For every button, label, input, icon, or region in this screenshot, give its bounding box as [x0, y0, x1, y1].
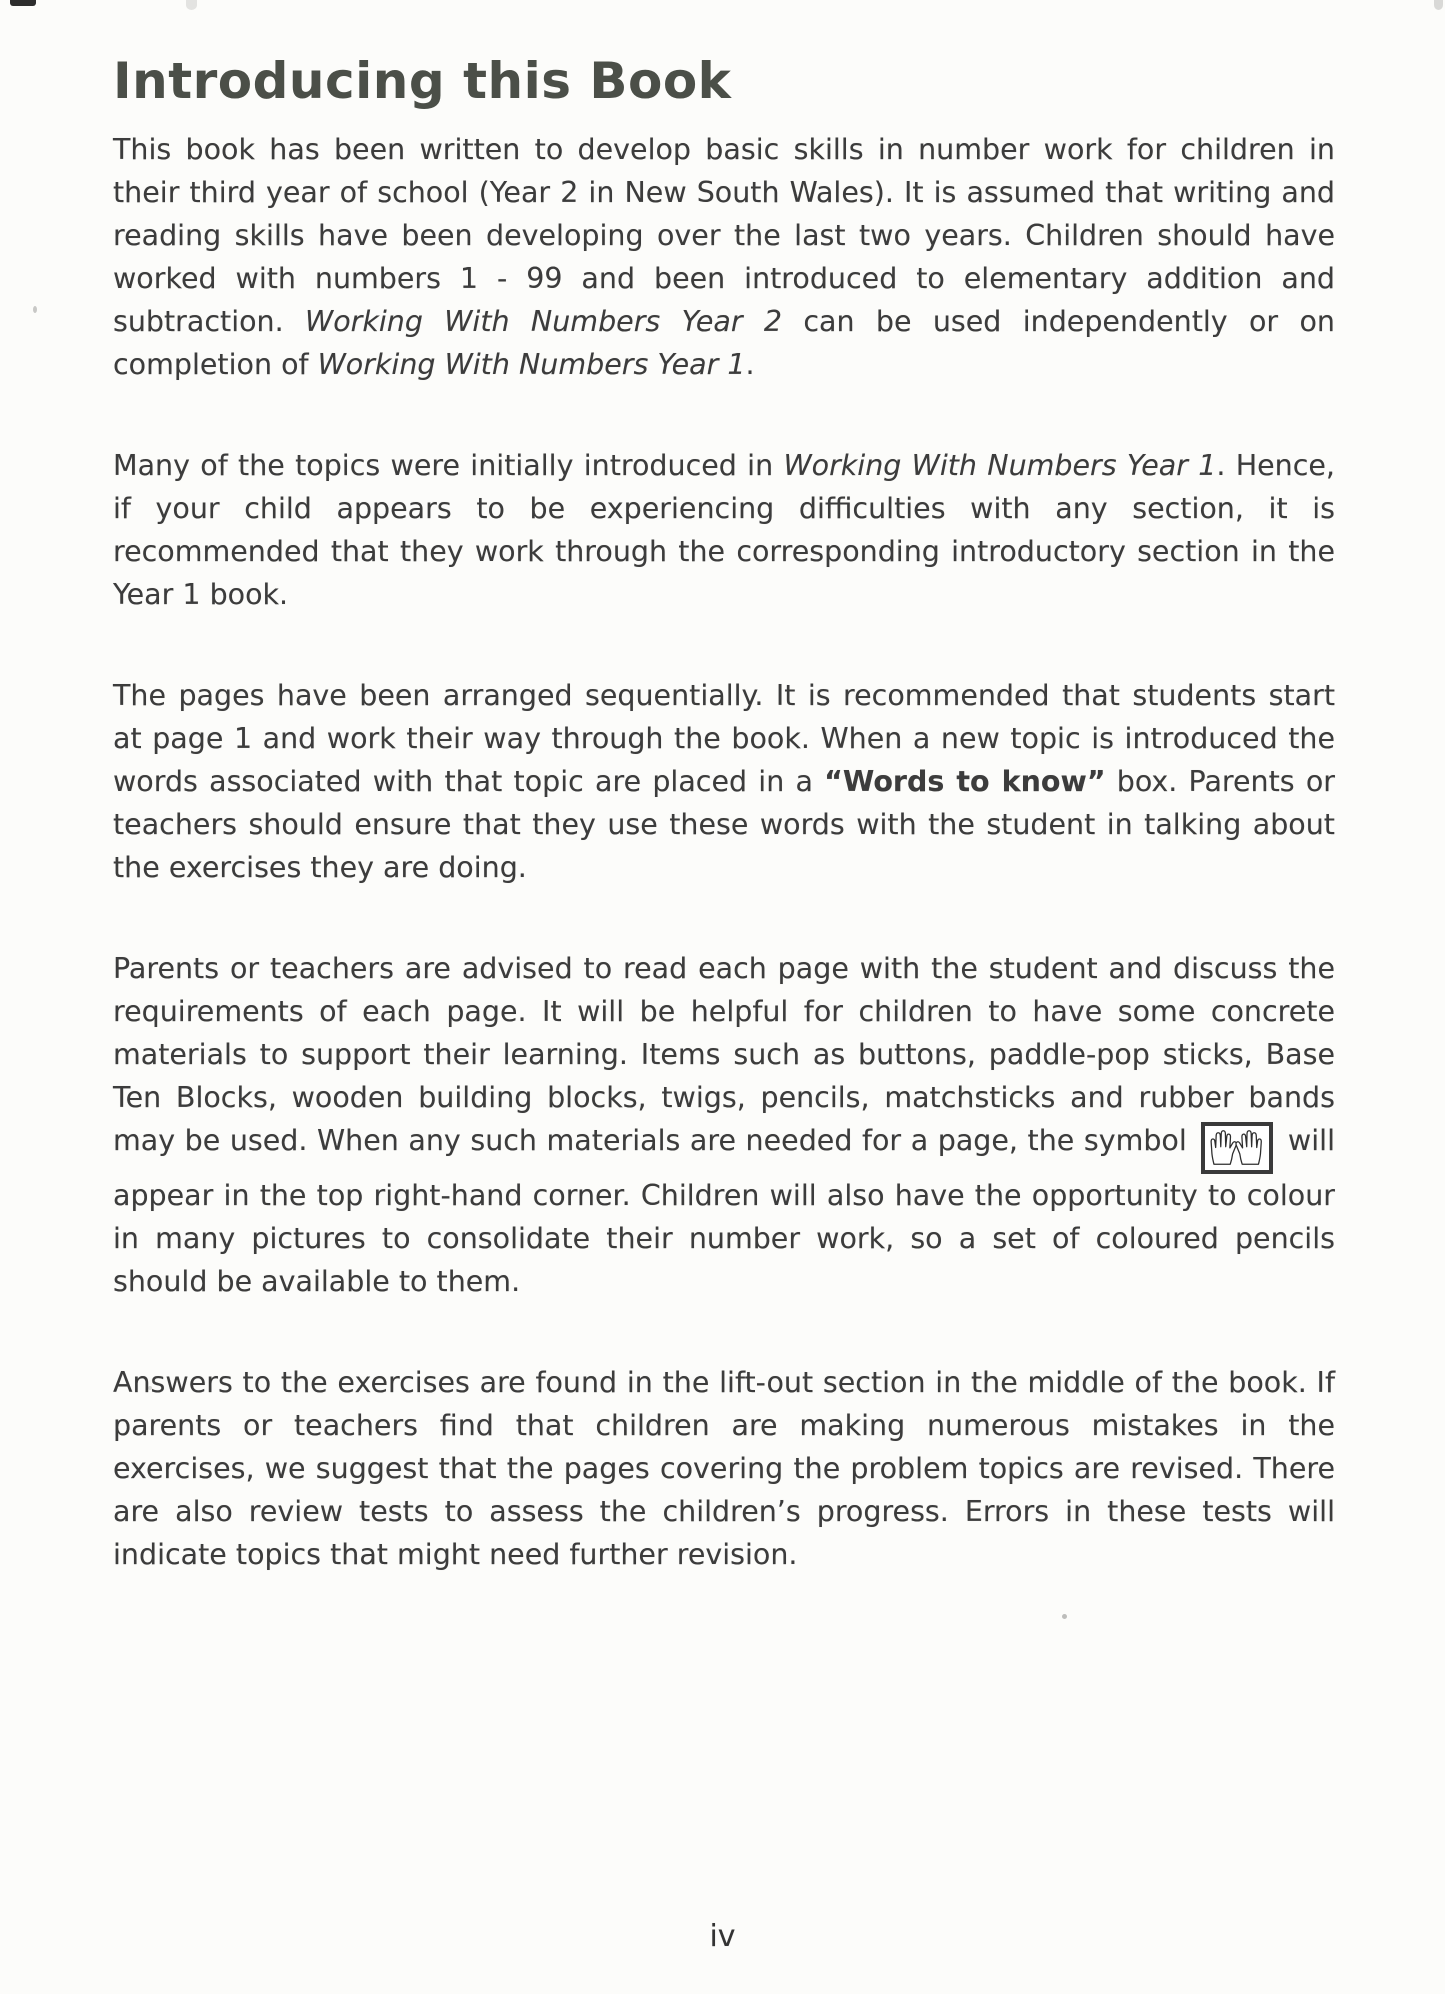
- text-run: . Hence, if your child appears to be experiencing difficulties with any section, it is recommended that they work through the corresponding introductory section in the Year 1 book.: [113, 449, 1335, 611]
- scan-artifact: [10, 0, 36, 6]
- text-run: .: [745, 348, 755, 381]
- scan-artifact: [33, 306, 37, 313]
- page-content: [113, 52, 1335, 1634]
- text-run: This book has been written to develop basic skills in number work for children in their third year of school (Year 2 in New South Wales). It is assumed that writing and reading skills have been developing over the last two years. Children should have worked with numbers 1 - 99 and been introduced to elementary addition and subtraction.: [113, 133, 1335, 338]
- text-run: Answers to the exercises are found in the lift-out section in the middle of the book. If parents or teachers find that children are making numerous mistakes in the exercises, we suggest that the pages covering the problem topics are revised. There are also review tests to assess the children’s progress. Errors in these tests will indicate topics that might need further revision.: [113, 1365, 1335, 1571]
- scan-artifact: [186, 0, 197, 10]
- paragraph: [113, 947, 1335, 1303]
- book-title-reference: Working With Numbers Year 1: [783, 449, 1217, 482]
- text-run: Parents or teachers are advised to read each page with the student and discuss the requirements of each page. It will be helpful for children to have some concrete materials to support their learning. Items such as buttons, paddle-pop sticks, Base Ten Blocks, wooden building blocks, twigs, pencils, matchsticks and rubber bands may be used. When any such materials are needed for a page, the symbol: [113, 952, 1335, 1157]
- text-run: can be used independently or on completion of: [113, 305, 1335, 381]
- text-run: box. Parents or teachers should ensure that they use these words with the student in talking about the exercises they are doing.: [113, 765, 1335, 884]
- book-title-reference: Working With Numbers Year 2: [305, 305, 783, 338]
- text-run: The pages have been arranged sequentially. It is recommended that students start at page 1 and work their way through the book. When a new topic is introduced the words associated with that topic are placed in a: [113, 679, 1335, 798]
- paragraph: [113, 128, 1335, 386]
- paragraph: [113, 674, 1335, 889]
- paragraph: [113, 444, 1335, 616]
- text-run: will appear in the top right-hand corner. Children will also have the opportunity to colour in many pictures to consolidate their number work, so a set of coloured pencils should be available to them.: [113, 1124, 1335, 1298]
- hands-icon: [1201, 1122, 1273, 1174]
- scan-artifact: [1434, 0, 1443, 10]
- text-run: Many of the topics were initially introduced in: [113, 449, 784, 482]
- page-number: iv: [709, 1919, 736, 1954]
- words-to-know-emphasis: “Words to know”: [824, 765, 1106, 798]
- book-title-reference: Working With Numbers Year 1: [317, 348, 746, 381]
- body-text: [113, 128, 1335, 1576]
- page-title: Introducing this Book: [113, 52, 732, 110]
- paragraph: [113, 1361, 1335, 1576]
